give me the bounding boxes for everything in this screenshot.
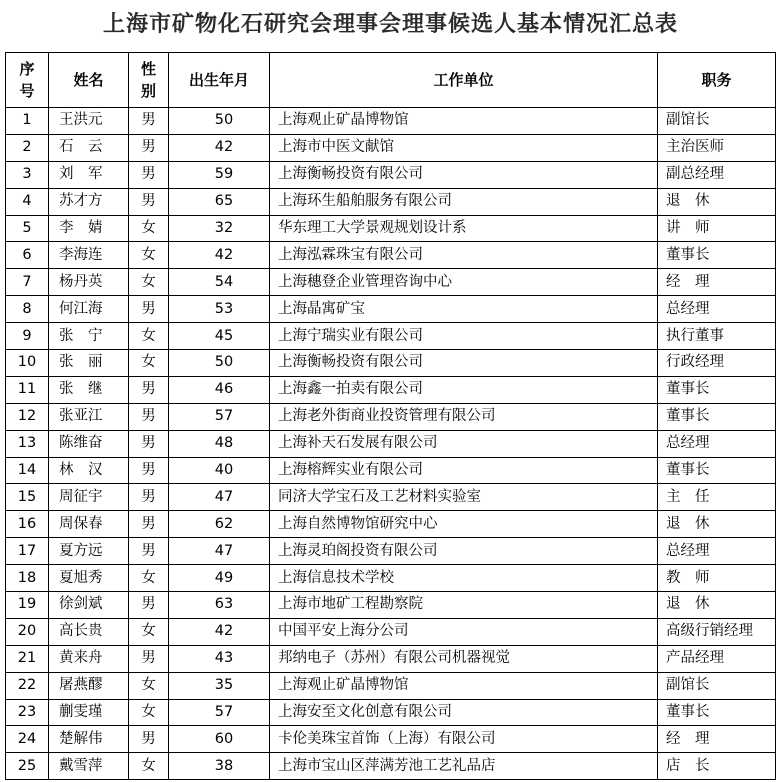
table-row [6, 753, 776, 780]
cell-employer: 上海宁瑞实业有限公司 [270, 323, 658, 350]
cell-position: 董事长 [658, 376, 776, 403]
cell-birth-year: 47 [169, 484, 270, 511]
cell-index: 10 [6, 350, 49, 377]
cell-position: 经 理 [658, 269, 776, 296]
cell-birth-year: 59 [169, 161, 270, 188]
cell-sex: 男 [129, 457, 169, 484]
cell-index: 24 [6, 726, 49, 753]
cell-name: 李海连 [49, 242, 129, 269]
cell-employer: 上海老外街商业投资管理有限公司 [270, 403, 658, 430]
cell-index: 7 [6, 269, 49, 296]
cell-position: 董事长 [658, 242, 776, 269]
cell-employer: 上海灵珀阁投资有限公司 [270, 538, 658, 565]
cell-name: 刘 军 [49, 161, 129, 188]
cell-birth-year: 54 [169, 269, 270, 296]
cell-name: 戴雪萍 [49, 753, 129, 780]
cell-employer: 上海安至文化创意有限公司 [270, 699, 658, 726]
cell-index: 12 [6, 403, 49, 430]
cell-employer: 上海市地矿工程勘察院 [270, 592, 658, 619]
table-row [6, 134, 776, 161]
header-index: 序 号 [6, 53, 49, 108]
cell-birth-year: 53 [169, 296, 270, 323]
cell-position: 董事长 [658, 403, 776, 430]
table-row [6, 592, 776, 619]
header-sex: 性 别 [129, 53, 169, 108]
cell-birth-year: 35 [169, 672, 270, 699]
cell-sex: 男 [129, 134, 169, 161]
cell-birth-year: 42 [169, 242, 270, 269]
cell-index: 18 [6, 565, 49, 592]
cell-name: 蒯雯瑾 [49, 699, 129, 726]
cell-sex: 女 [129, 323, 169, 350]
cell-birth-year: 43 [169, 645, 270, 672]
cell-position: 高级行销经理 [658, 618, 776, 645]
cell-birth-year: 49 [169, 565, 270, 592]
candidate-summary-table [5, 52, 776, 780]
cell-sex: 男 [129, 592, 169, 619]
cell-birth-year: 38 [169, 753, 270, 780]
cell-name: 楚解伟 [49, 726, 129, 753]
cell-employer: 上海自然博物馆研究中心 [270, 511, 658, 538]
cell-name: 张 丽 [49, 350, 129, 377]
table-row [6, 565, 776, 592]
cell-index: 25 [6, 753, 49, 780]
cell-sex: 男 [129, 376, 169, 403]
cell-index: 20 [6, 618, 49, 645]
cell-index: 6 [6, 242, 49, 269]
cell-employer: 上海市中医文献馆 [270, 134, 658, 161]
table-body [6, 108, 776, 780]
cell-position: 主 任 [658, 484, 776, 511]
cell-position: 董事长 [658, 457, 776, 484]
cell-index: 17 [6, 538, 49, 565]
cell-employer: 上海环生船舶服务有限公司 [270, 188, 658, 215]
cell-sex: 女 [129, 242, 169, 269]
cell-position: 产品经理 [658, 645, 776, 672]
cell-sex: 男 [129, 511, 169, 538]
cell-employer: 邦纳电子（苏州）有限公司机器视觉 [270, 645, 658, 672]
cell-name: 杨丹英 [49, 269, 129, 296]
cell-sex: 男 [129, 430, 169, 457]
table-row [6, 645, 776, 672]
cell-sex: 男 [129, 538, 169, 565]
cell-sex: 男 [129, 108, 169, 135]
table-row [6, 296, 776, 323]
cell-index: 9 [6, 323, 49, 350]
cell-sex: 男 [129, 484, 169, 511]
cell-name: 林 汉 [49, 457, 129, 484]
cell-employer: 上海观止矿晶博物馆 [270, 672, 658, 699]
cell-name: 周保春 [49, 511, 129, 538]
cell-birth-year: 57 [169, 403, 270, 430]
table-row [6, 323, 776, 350]
cell-birth-year: 46 [169, 376, 270, 403]
table-row [6, 511, 776, 538]
cell-index: 22 [6, 672, 49, 699]
cell-name: 张亚江 [49, 403, 129, 430]
table-row [6, 215, 776, 242]
cell-position: 主治医师 [658, 134, 776, 161]
cell-name: 张 宁 [49, 323, 129, 350]
cell-birth-year: 62 [169, 511, 270, 538]
cell-sex: 女 [129, 699, 169, 726]
cell-position: 副馆长 [658, 108, 776, 135]
cell-birth-year: 48 [169, 430, 270, 457]
table-row [6, 242, 776, 269]
cell-birth-year: 32 [169, 215, 270, 242]
cell-sex: 女 [129, 269, 169, 296]
cell-position: 经 理 [658, 726, 776, 753]
cell-sex: 男 [129, 726, 169, 753]
cell-name: 陈维奋 [49, 430, 129, 457]
cell-index: 8 [6, 296, 49, 323]
cell-name: 高长贵 [49, 618, 129, 645]
table-row [6, 188, 776, 215]
table-row [6, 430, 776, 457]
cell-index: 11 [6, 376, 49, 403]
cell-position: 退 休 [658, 511, 776, 538]
cell-birth-year: 42 [169, 618, 270, 645]
cell-employer: 上海观止矿晶博物馆 [270, 108, 658, 135]
cell-name: 何江海 [49, 296, 129, 323]
cell-employer: 上海鑫一拍卖有限公司 [270, 376, 658, 403]
table-row [6, 161, 776, 188]
cell-employer: 卡伦美珠宝首饰（上海）有限公司 [270, 726, 658, 753]
cell-employer: 上海晶寓矿宝 [270, 296, 658, 323]
cell-employer: 中国平安上海分公司 [270, 618, 658, 645]
document-title: 上海市矿物化石研究会理事会理事候选人基本情况汇总表 [102, 12, 678, 37]
table-row [6, 538, 776, 565]
cell-position: 退 休 [658, 592, 776, 619]
cell-position: 副馆长 [658, 672, 776, 699]
cell-birth-year: 47 [169, 538, 270, 565]
cell-birth-year: 63 [169, 592, 270, 619]
cell-position: 总经理 [658, 538, 776, 565]
cell-employer: 同济大学宝石及工艺材料实验室 [270, 484, 658, 511]
cell-index: 23 [6, 699, 49, 726]
cell-sex: 女 [129, 753, 169, 780]
cell-index: 2 [6, 134, 49, 161]
cell-birth-year: 60 [169, 726, 270, 753]
cell-index: 4 [6, 188, 49, 215]
cell-birth-year: 50 [169, 350, 270, 377]
cell-position: 董事长 [658, 699, 776, 726]
cell-sex: 女 [129, 672, 169, 699]
cell-sex: 女 [129, 618, 169, 645]
table-row [6, 269, 776, 296]
cell-employer: 上海泓霖珠宝有限公司 [270, 242, 658, 269]
cell-name: 王洪元 [49, 108, 129, 135]
cell-employer: 上海衡畅投资有限公司 [270, 161, 658, 188]
cell-position: 店 长 [658, 753, 776, 780]
cell-name: 李 婧 [49, 215, 129, 242]
cell-sex: 男 [129, 296, 169, 323]
cell-employer: 上海穗登企业管理咨询中心 [270, 269, 658, 296]
table-row [6, 350, 776, 377]
cell-employer: 上海信息技术学校 [270, 565, 658, 592]
cell-employer: 上海市宝山区萍满芳池工艺礼品店 [270, 753, 658, 780]
table-row [6, 672, 776, 699]
cell-sex: 男 [129, 645, 169, 672]
cell-sex: 男 [129, 188, 169, 215]
cell-position: 退 休 [658, 188, 776, 215]
header-position: 职务 [658, 53, 776, 108]
table-row [6, 108, 776, 135]
cell-name: 石 云 [49, 134, 129, 161]
cell-sex: 男 [129, 161, 169, 188]
cell-position: 总经理 [658, 296, 776, 323]
cell-index: 13 [6, 430, 49, 457]
cell-name: 徐剑斌 [49, 592, 129, 619]
cell-name: 夏旭秀 [49, 565, 129, 592]
cell-sex: 女 [129, 350, 169, 377]
cell-employer: 上海补天石发展有限公司 [270, 430, 658, 457]
cell-index: 1 [6, 108, 49, 135]
table-row [6, 457, 776, 484]
cell-birth-year: 40 [169, 457, 270, 484]
table-row [6, 726, 776, 753]
table-row [6, 376, 776, 403]
cell-index: 21 [6, 645, 49, 672]
cell-birth-year: 42 [169, 134, 270, 161]
cell-sex: 男 [129, 403, 169, 430]
cell-name: 夏方远 [49, 538, 129, 565]
header-name: 姓名 [49, 53, 129, 108]
table-row [6, 699, 776, 726]
cell-index: 3 [6, 161, 49, 188]
cell-birth-year: 50 [169, 108, 270, 135]
cell-employer: 上海衡畅投资有限公司 [270, 350, 658, 377]
cell-index: 5 [6, 215, 49, 242]
cell-position: 行政经理 [658, 350, 776, 377]
cell-position: 总经理 [658, 430, 776, 457]
cell-birth-year: 45 [169, 323, 270, 350]
cell-index: 16 [6, 511, 49, 538]
cell-employer: 华东理工大学景观规划设计系 [270, 215, 658, 242]
cell-index: 14 [6, 457, 49, 484]
header-birth-year: 出生年月 [169, 53, 270, 108]
cell-position: 副总经理 [658, 161, 776, 188]
cell-sex: 女 [129, 565, 169, 592]
cell-birth-year: 57 [169, 699, 270, 726]
cell-sex: 女 [129, 215, 169, 242]
cell-index: 19 [6, 592, 49, 619]
cell-position: 执行董事 [658, 323, 776, 350]
table-header-row [6, 53, 776, 108]
cell-name: 周征宇 [49, 484, 129, 511]
header-employer: 工作单位 [270, 53, 658, 108]
cell-name: 苏才方 [49, 188, 129, 215]
cell-index: 15 [6, 484, 49, 511]
cell-name: 屠燕醪 [49, 672, 129, 699]
table-row [6, 484, 776, 511]
table-row [6, 403, 776, 430]
cell-birth-year: 65 [169, 188, 270, 215]
cell-name: 张 继 [49, 376, 129, 403]
cell-position: 讲 师 [658, 215, 776, 242]
table-row [6, 618, 776, 645]
cell-position: 教 师 [658, 565, 776, 592]
cell-employer: 上海榕辉实业有限公司 [270, 457, 658, 484]
cell-name: 黄来舟 [49, 645, 129, 672]
